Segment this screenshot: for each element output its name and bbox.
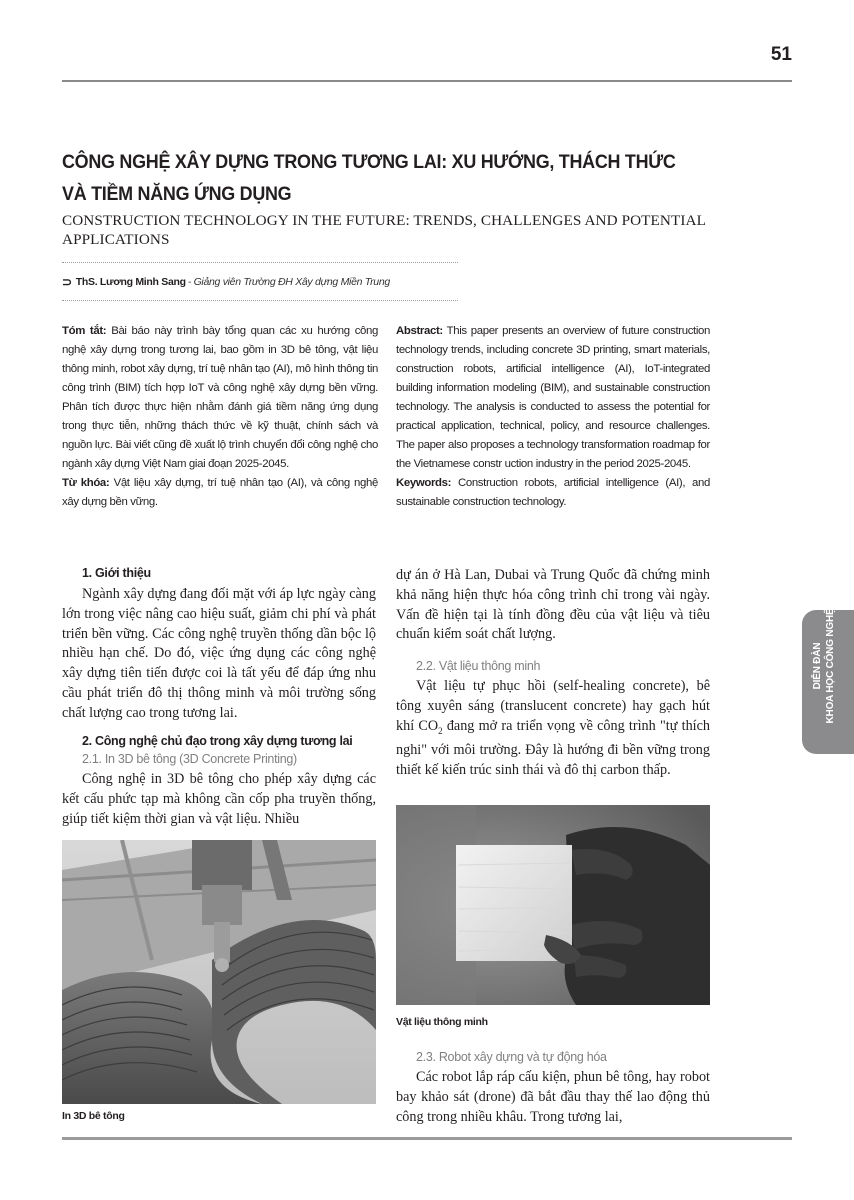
caption-3d-print: In 3D bê tông: [62, 1110, 125, 1122]
arrow-icon: ⊃: [62, 274, 72, 289]
keywords-vn-text: Vật liệu xây dựng, trí tuệ nhân tạo (AI), và công nghệ xây dựng bền vững.: [62, 477, 378, 508]
section-2-1-text: [62, 770, 376, 829]
caption-smart-material: Vật liệu thông minh: [396, 1016, 488, 1028]
section-1-text: [62, 585, 376, 724]
side-tab-label: [812, 596, 837, 736]
keywords-vn-label: Từ khóa:: [62, 477, 110, 489]
section-2-3-heading: 2.3. Robot xây dựng và tự động hóa: [416, 1050, 607, 1064]
section-2-2-heading: 2.2. Vật liệu thông minh: [416, 659, 541, 673]
section-2-3-text: [396, 1068, 710, 1127]
keywords-en-text: Construction robots, artificial intelligence (AI), and sustainable construction technology.: [396, 477, 710, 508]
top-rule: [62, 80, 792, 82]
abstract-en: [396, 322, 710, 512]
abstract-vn-text: Bài báo này trình bày tổng quan các xu hướng công nghệ xây dựng trong tương lai, bao gồm in 3D bê tông, vật liệu thông minh, robot xây dựng, trí tuệ nhân tạo (AI), mô hình thông tin công trình (BIM) tích hợp IoT và công nghệ xây dựng bền vững. Phân tích được thực hiện nhằm đánh giá tiềm năng ứng dụng trong thực tiễn, những thách thức về kỹ thuật, chính sách và nguồn lực. Bài viết cũng đề xuất lộ trình chuyển đổi công nghệ cho ngành xây dựng Việt Nam giai đoạn 2025-2045.: [62, 325, 378, 470]
section-1-heading: 1. Giới thiệu: [82, 566, 151, 580]
side-tab-line-1: DIỄN ĐÀN: [812, 642, 823, 690]
section-2-2-text: [396, 677, 710, 781]
abstract-vn: [62, 322, 378, 512]
author-name: ThS. Lương Minh Sang: [75, 275, 186, 288]
page-number: 51: [770, 44, 792, 65]
section-2-2-paragraph: [396, 677, 710, 781]
side-tab-line-2: KHOA HỌC CÔNG NGHỆ: [824, 608, 836, 724]
article-title-vn: CÔNG NGHỆ XÂY DỰNG TRONG TƯƠNG LAI: XU HƯỚNG, THÁCH THỨC VÀ TIỀM NĂNG ỨNG DỤNG: [62, 151, 676, 205]
section-2-heading: 2. Công nghệ chủ đạo trong xây dựng tương lai: [82, 734, 353, 748]
abstract-vn-label: Tóm tắt:: [62, 325, 107, 337]
section-2-1-paragraph: Công nghệ in 3D bê tông cho phép xây dựng các kết cấu phức tạp mà không cần cốp pha truyền thống, giúp tiết kiệm thời gian và vật liệu. Nhiều: [62, 771, 376, 827]
section-2-2-text-b: đang mở ra triển vọng về công trình "tự thích nghi" với môi trường. Đây là hướng đi bền vững trong thiết kế kiến trúc sinh thái và đô thị carbon thấp.: [396, 717, 710, 779]
section-2-3-paragraph: Các robot lắp ráp cấu kiện, phun bê tông, hay robot bay khảo sát (drone) đã bắt đầu thay thế lao động thủ công trong nhiều khâu. Trong tương lai,: [396, 1069, 710, 1125]
section-2-1-continued: [396, 566, 710, 645]
abstract-en-text: This paper presents an overview of future construction technology trends, including concrete 3D printing, smart materials, construction robots, artificial intelligence (AI), IoT-integrated building information modeling (BIM), and sustainable construction technology. The analysis is conducted to assess the potential for practical application, technical, policy, and resource challenges. The paper also proposes a technology transformation roadmap for the Vietnamese constr uction industry in the period 2025-2045.: [396, 325, 711, 470]
photo-smart-material: [396, 805, 710, 1005]
author-role: - Giảng viên Trường ĐH Xây dựng Miền Trung: [187, 275, 390, 288]
section-1-paragraph: Ngành xây dựng đang đối mặt với áp lực ngày càng lớn trong việc nâng cao hiệu suất, giảm chi phí và phát triển bền vững. Các công nghệ truyền thống dần bộc lộ nhiều hạn chế. Do đó, việc ứng dụng các công nghệ xây dựng tiên tiến được coi là tất yếu để đáp ứng nhu cầu phát triển đô thị thông minh và môi trường sống chất lượng cao trong tương lai.: [62, 586, 376, 721]
abstract-en-label: Abstract:: [396, 325, 443, 337]
photo-3d-print: [62, 840, 376, 1104]
section-2-1-continued-paragraph: dự án ở Hà Lan, Dubai và Trung Quốc đã chứng minh khả năng hiện thực hóa công trình chỉ trong vài ngày. Vấn đề hiện tại là tính đồng đều của vật liệu và tiêu chuẩn kiểm soát chất lượng.: [396, 567, 710, 643]
co2-subscript: 2: [438, 725, 443, 736]
section-2-2-text-a: Vật liệu tự phục hồi (self-healing concrete), bê tông xuyên sáng (translucent concrete) hay gạch hút khí CO: [396, 678, 710, 734]
section-2-1-heading: 2.1. In 3D bê tông (3D Concrete Printing): [82, 752, 297, 766]
bottom-rule: [62, 1137, 792, 1140]
article-title-en: CONSTRUCTION TECHNOLOGY IN THE FUTURE: TRENDS, CHALLENGES AND POTENTIAL APPLICATIONS: [62, 212, 706, 248]
author-line: [62, 262, 458, 301]
keywords-en-label: Keywords:: [396, 477, 452, 489]
